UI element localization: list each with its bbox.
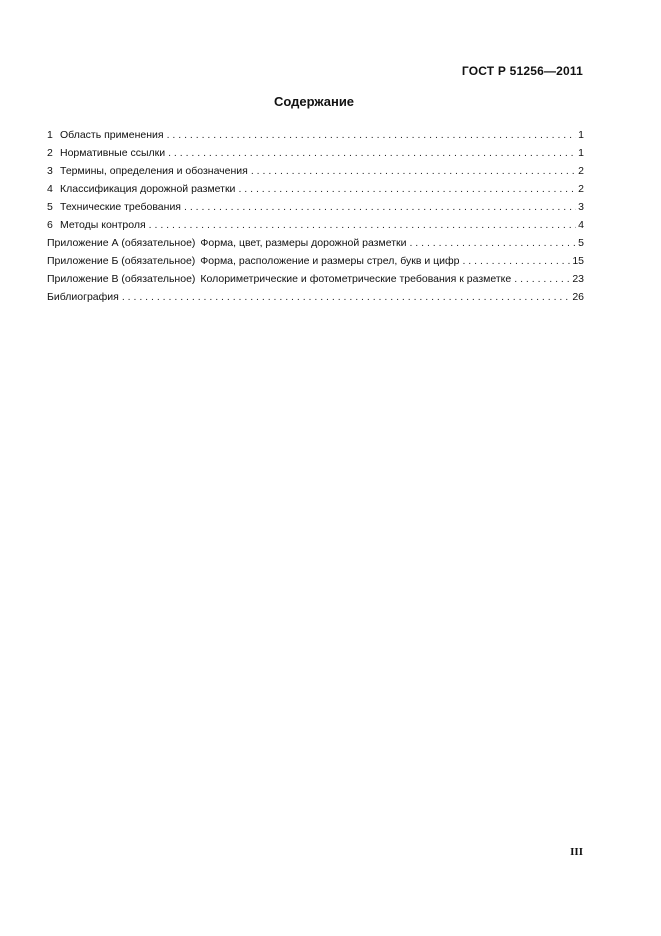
toc-entry-label [47, 234, 406, 252]
toc-entry-label [47, 270, 511, 288]
toc-title: Содержание [273, 94, 355, 109]
toc-entry-title: Технические требования [60, 201, 181, 213]
toc-entry-label [60, 198, 181, 216]
toc-entry-page: 3 [578, 201, 584, 213]
toc-entry-title: Форма, цвет, размеры дорожной разметки [200, 237, 407, 249]
toc-entry-number: 5 [47, 201, 53, 213]
toc-entry [47, 234, 584, 252]
toc-entry-number: 1 [47, 129, 53, 141]
toc-entry-number: 4 [47, 183, 53, 195]
toc-entry-title: Классификация дорожной разметки [60, 183, 236, 195]
toc-entry-label [60, 162, 248, 180]
toc-leader-dots [168, 144, 576, 162]
toc-entry-title: Термины, определения и обозначения [60, 165, 248, 177]
toc-entry [47, 144, 584, 162]
toc-entry-page: 2 [578, 183, 584, 195]
toc-entry-page: 1 [578, 147, 584, 159]
toc-entry-page: 15 [572, 255, 584, 267]
toc-entry-title: Область применения [60, 129, 164, 141]
toc-entry [47, 162, 584, 180]
toc-entry-label [60, 180, 235, 198]
toc-entry-page: 1 [578, 129, 584, 141]
toc-entry-number: 6 [47, 219, 53, 231]
toc-entry [47, 198, 584, 216]
toc-entry-title: Форма, расположение и размеры стрел, букв и цифр [200, 255, 460, 267]
toc-entry-annex-prefix: Приложение А (обязательное) [47, 237, 196, 249]
toc-entry-title: Нормативные ссылки [60, 147, 166, 159]
toc-entry-label [60, 144, 165, 162]
page-number: III [570, 846, 583, 858]
toc-leader-dots [167, 126, 577, 144]
toc-entry-title: Колориметрические и фотометрические требования к разметке [200, 273, 512, 285]
toc-entry-page: 26 [572, 291, 584, 303]
toc-entry [47, 288, 584, 306]
toc-entry-page: 5 [578, 237, 584, 249]
table-of-contents [47, 126, 584, 306]
toc-leader-dots [238, 180, 576, 198]
toc-entry-label [47, 288, 119, 306]
toc-leader-dots [251, 162, 576, 180]
toc-entry-page: 2 [578, 165, 584, 177]
toc-entry-annex-prefix: Приложение Б (обязательное) [47, 255, 196, 267]
toc-entry-number: 3 [47, 165, 53, 177]
toc-entry-page: 4 [578, 219, 584, 231]
toc-entry-annex-prefix: Приложение В (обязательное) [47, 273, 196, 285]
toc-entry [47, 126, 584, 144]
document-code: ГОСТ Р 51256—2011 [461, 64, 583, 78]
toc-entry-title: Методы контроля [60, 219, 146, 231]
toc-leader-dots [184, 198, 576, 216]
toc-entry-label [60, 216, 146, 234]
toc-entry-page: 23 [572, 273, 584, 285]
toc-entry-number: 2 [47, 147, 53, 159]
toc-entry [47, 180, 584, 198]
toc-entry [47, 270, 584, 288]
toc-leader-dots [149, 216, 576, 234]
toc-leader-dots [122, 288, 570, 306]
toc-entry [47, 252, 584, 270]
toc-leader-dots [462, 252, 570, 270]
toc-leader-dots [409, 234, 576, 252]
toc-leader-dots [514, 270, 570, 288]
toc-entry-title: Библиография [47, 291, 119, 303]
toc-entry-label [47, 252, 459, 270]
toc-entry-label [60, 126, 164, 144]
toc-entry [47, 216, 584, 234]
